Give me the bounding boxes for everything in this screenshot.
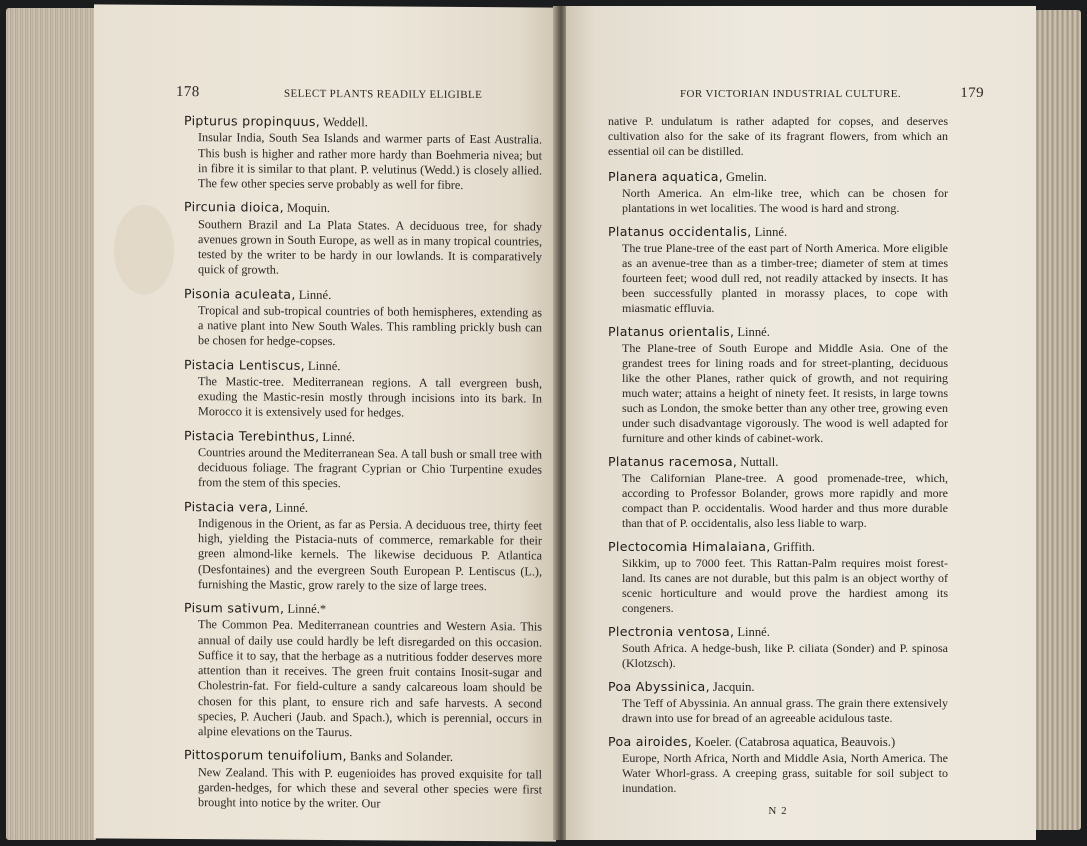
right-page-header xyxy=(606,85,1026,106)
entry-heading xyxy=(608,324,948,340)
species-authority: Linné. xyxy=(298,287,332,302)
left-page-header xyxy=(176,83,556,108)
species-name: Platanus racemosa, xyxy=(608,454,738,469)
plant-entry xyxy=(184,357,542,422)
plant-entry xyxy=(184,286,542,351)
species-name: Pistacia vera, xyxy=(184,498,273,515)
plant-entry xyxy=(184,199,542,280)
species-authority: Linné. xyxy=(275,500,309,515)
species-authority: Linné. xyxy=(737,625,770,639)
plant-entry xyxy=(608,224,948,316)
species-description: Southern Brazil and La Plata States. A deciduous tree, for shady avenues grown in South Europe, as well as in many tropical countries, tested by the writer to be hardy in our lowlands. It is comparatively quick of growth. xyxy=(198,216,542,277)
species-name: Platanus orientalis, xyxy=(608,324,735,339)
running-head: SELECT PLANTS READILY ELIGIBLE xyxy=(284,87,483,102)
species-description: The Common Pea. Mediterranean countries and Western Asia. This annual of daily use could hardly be left disregarded on this occasion. Suffice it to say, that the herbage as a nutritious fodder deserves more attention than it receives. The green fruit contains Inosit-sugar and Cholestrin-fat. For field-culture a sandy calcareous loam should be chosen for this plant, to ensure rich and safe harvests. A second species, P. Aucheri (Jaub. and Spach.), which is perennial, occurs in alpine elevations on the Taurus. xyxy=(198,617,542,740)
entry-heading xyxy=(608,539,948,555)
entry-heading xyxy=(608,624,948,640)
species-name: Plectocomia Himalaiana, xyxy=(608,539,771,554)
paper-stain xyxy=(114,205,174,295)
entry-heading xyxy=(184,113,542,132)
plant-entry xyxy=(608,624,948,671)
species-authority: Weddell. xyxy=(323,114,368,130)
book-page-edges-left xyxy=(6,8,96,840)
plant-entry xyxy=(184,113,542,194)
species-name: Plectronia ventosa, xyxy=(608,624,735,639)
entry-heading xyxy=(184,199,542,218)
species-description: Indigenous in the Orient, as far as Persia. A deciduous tree, thirty feet high, yielding the Pistacia-nuts of commerce, remarkable for their green almond-like kernels. The likewise deciduous P. Atlantica (Desfontaines) and the evergreen South European P. Lentiscus (L.), furnishing the Mastic, grow rarely to the size of large trees. xyxy=(198,515,542,593)
plant-entry xyxy=(608,169,948,216)
entry-heading xyxy=(184,747,542,766)
plant-entry xyxy=(608,324,948,446)
continued-paragraph: native P. undulatum is rather adapted for copses, and deserves cultivation also for the sake of its fragrant flowers, from which an essential oil can be distilled. xyxy=(608,114,948,158)
left-page-content xyxy=(184,113,542,821)
entry-heading xyxy=(184,600,542,619)
species-name: Pistacia Lentiscus, xyxy=(184,356,305,373)
species-description: The true Plane-tree of the east part of North America. More eligible as an avenue-tree than as a timber-tree; diameter of stem at times fourteen feet; wood dull red, not readily attacked by insects. It has been successfully planted in morassy places, to cope with miasmatic effluvia. xyxy=(622,241,948,315)
species-name: Platanus occidentalis, xyxy=(608,224,752,239)
right-page xyxy=(566,6,1036,840)
species-name: Pipturus propinquus, xyxy=(184,113,321,129)
entry-heading xyxy=(184,286,542,305)
entry-heading xyxy=(608,169,948,185)
entry-heading xyxy=(608,454,948,470)
page-number: 179 xyxy=(960,85,984,101)
species-name: Pircunia dioica, xyxy=(184,199,284,215)
entry-heading xyxy=(608,679,948,695)
species-authority: Linné.* xyxy=(287,601,327,617)
species-name: Planera aquatica, xyxy=(608,169,724,184)
species-name: Poa airoides, xyxy=(608,734,693,749)
species-description: The Mastic-tree. Mediterranean regions. A tall evergreen bush, exuding the Mastic-resin mostly through incisions into its bark. In Morocco it is extensively used for hedges. xyxy=(198,373,542,420)
species-authority: Linné. xyxy=(754,225,788,239)
plant-entry xyxy=(608,539,948,616)
plant-entry xyxy=(184,499,542,595)
species-authority: Linné. xyxy=(307,358,341,373)
entry-heading xyxy=(608,224,948,240)
plant-entry xyxy=(608,454,948,531)
species-authority: Moquin. xyxy=(287,200,331,216)
entry-heading xyxy=(184,428,542,447)
species-authority: Linné. xyxy=(737,325,770,339)
plant-entry xyxy=(184,600,542,742)
species-description: The Californian Plane-tree. A good promenade-tree, which, according to Professor Bolander, grows more rapidly and more compact than P. occidentalis. Wood harder and thus more durable than that of P. occidentalis, also less liable to warp. xyxy=(622,471,948,530)
species-name: Pittosporum tenuifolium, xyxy=(184,747,347,764)
species-authority: Griffith. xyxy=(773,540,815,554)
species-description: Countries around the Mediterranean Sea. A tall bush or small tree with deciduous foliage. The fragrant Cyprian or Chio Turpentine exudes from the stem of this species. xyxy=(198,444,542,491)
species-name: Pisonia aculeata, xyxy=(184,285,296,302)
species-authority: Banks and Solander. xyxy=(349,749,454,765)
plant-entry xyxy=(608,734,948,796)
plant-entry xyxy=(184,747,542,812)
book-page-edges-right xyxy=(1033,10,1081,830)
species-description: The Teff of Abyssinia. An annual grass. The grain there extensively drawn into use for bread of an agreeable acidulous taste. xyxy=(622,696,948,725)
page-number: 178 xyxy=(176,83,200,101)
species-name: Poa Abyssinica, xyxy=(608,679,710,694)
entry-heading xyxy=(184,499,542,518)
species-description: New Zealand. This with P. eugenioides has proved exquisite for tall garden-hedges, for which these and several other species were first brought into notice by the writer. Our xyxy=(198,764,542,811)
species-authority: Koeler. (Catabrosa aquatica, Beauvois.) xyxy=(695,735,896,749)
species-authority: Jacquin. xyxy=(712,680,755,694)
species-description: North America. An elm-like tree, which can be chosen for plantations in wet localities. The wood is hard and strong. xyxy=(622,186,948,215)
left-page xyxy=(94,4,556,841)
running-head: FOR VICTORIAN INDUSTRIAL CULTURE. xyxy=(680,88,901,100)
species-authority: Gmelin. xyxy=(726,170,767,184)
entry-list xyxy=(608,169,948,796)
species-name: Pistacia Terebinthus, xyxy=(184,427,320,444)
species-description: Europe, North Africa, North and Middle Asia, North America. The Water Whorl-grass. A creeping grass, suitable for soil subject to inundation. xyxy=(622,751,948,795)
species-authority: Nuttall. xyxy=(740,455,779,469)
right-page-content xyxy=(608,114,948,819)
species-description: The Plane-tree of South Europe and Middle Asia. One of the grandest trees for lining roads and for street-planting, deciduous like the other Planes, rather quick of growth, and not requiring much water; attains a height of ninety feet. It resists, in large towns such as London, the smoke better than any other tree, growing even under such disadvantage vigorously. The wood is well adapted for furniture and other kinds of cabinet-work. xyxy=(622,341,948,445)
species-description: Tropical and sub-tropical countries of both hemispheres, extending as a native plant into New South Wales. This rambling prickly bush can be chosen for hedge-copses. xyxy=(198,302,542,349)
species-name: Pisum sativum, xyxy=(184,600,285,616)
entry-heading xyxy=(608,734,948,750)
entry-heading xyxy=(184,357,542,376)
plant-entry xyxy=(184,428,542,493)
plant-entry xyxy=(608,679,948,726)
signature-mark: N 2 xyxy=(768,805,788,817)
species-description: Sikkim, up to 7000 feet. This Rattan-Palm requires moist forest-land. Its canes are not durable, but this palm is an object worthy of scenic horticulture and would prove the hardiest among its congeners. xyxy=(622,556,948,615)
species-authority: Linné. xyxy=(322,429,355,444)
species-description: Insular India, South Sea Islands and warmer parts of East Australia. This bush is higher and rather more hardy than Boehmeria nivea; but in fibre it is similar to that plant. P. velutinus (Wedd.) is closely allied. The few other species serve probably as well for fibre. xyxy=(198,130,542,192)
species-description: South Africa. A hedge-bush, like P. ciliata (Sonder) and P. spinosa (Klotzsch). xyxy=(622,641,948,670)
